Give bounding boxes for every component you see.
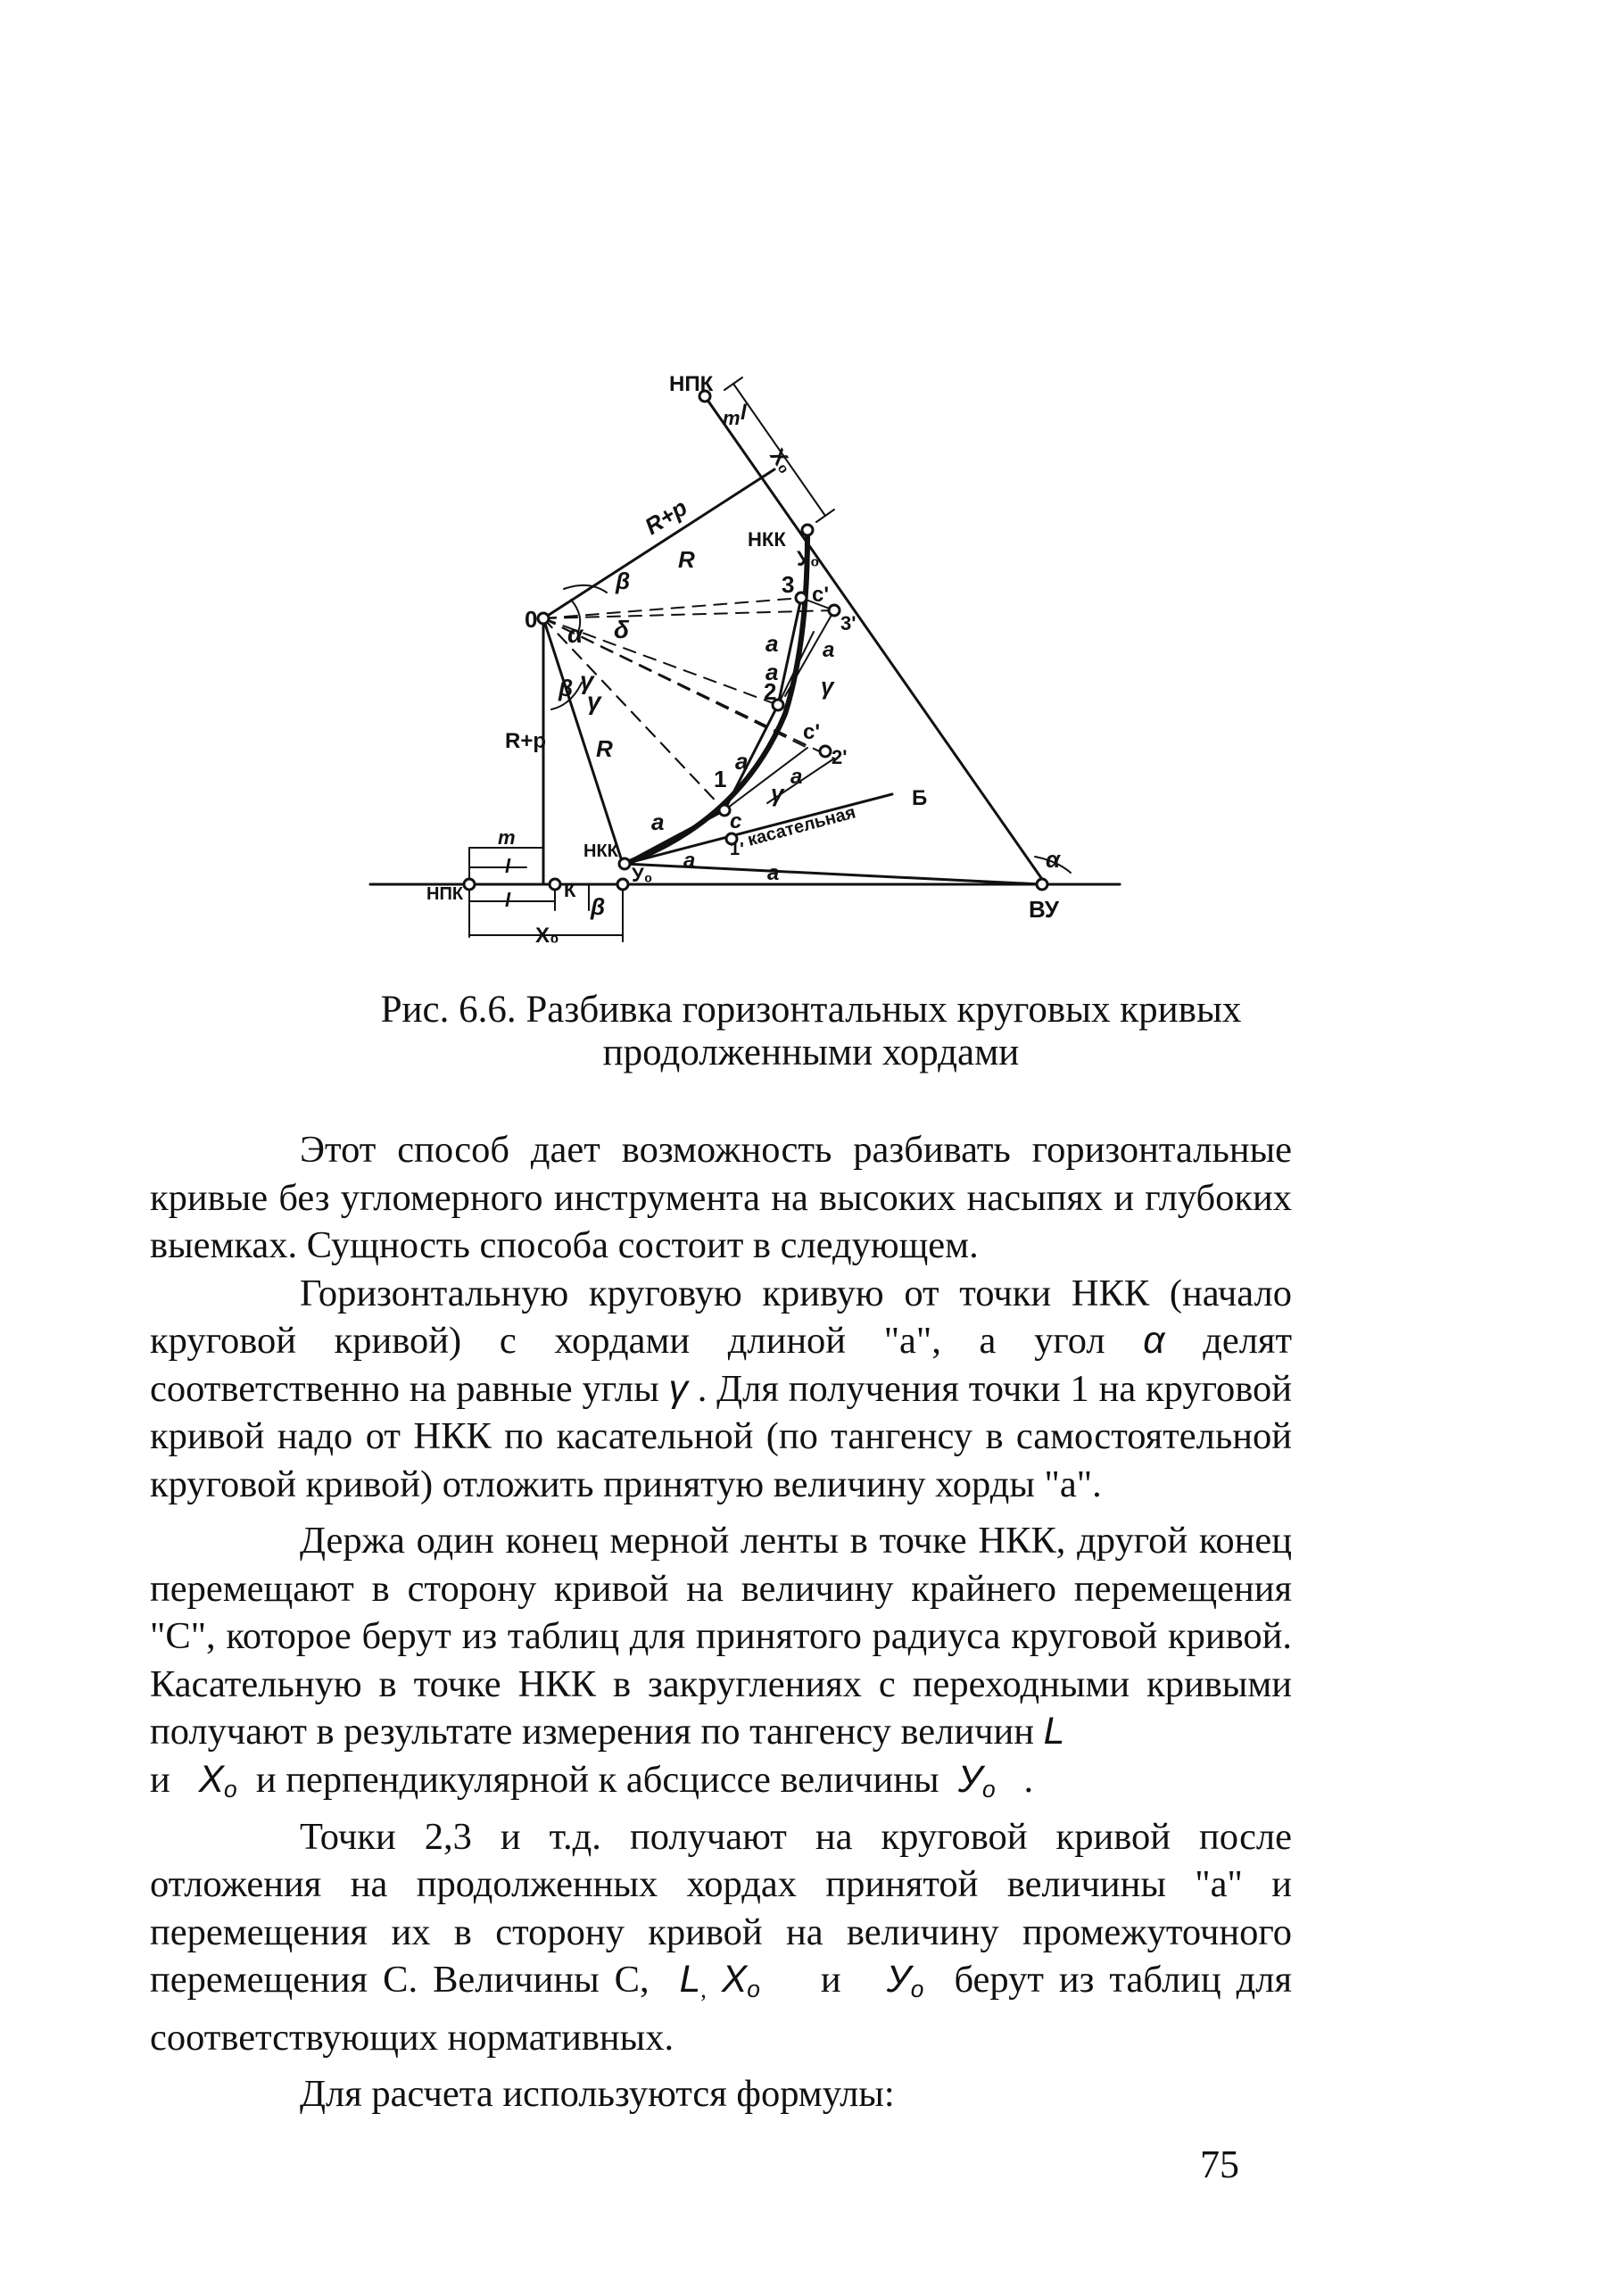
point-y0 (617, 879, 628, 890)
point-nkk-top (802, 525, 813, 535)
label-r-plus-p-left: R+p (505, 729, 547, 753)
point-3 (796, 593, 807, 603)
label-c-1: с (730, 809, 742, 833)
label-pt2: 2 (764, 678, 777, 705)
label-x0-top: Х₀ (765, 443, 799, 478)
label-r-left: R (596, 735, 613, 762)
label-o: 0 (525, 606, 538, 633)
label-gamma-3: γ (821, 673, 834, 700)
radius-top (543, 469, 774, 618)
ext-2 (778, 632, 814, 705)
point-3-prime (829, 605, 840, 616)
paragraph-4: Точки 2,3 и т.д. получают на круговой кривой после отложения на продолженных хордах принятой величины "а" и перемещения их в сторону кривой на величину промежуточного перемещения С. Величины С, $L_,$ $Х_o$ и $У_o$ берут из таблиц для соответствующих нормативных. (150, 1815, 1293, 2059)
label-vu: ВУ (1029, 896, 1059, 923)
label-pt3: 3 (782, 571, 795, 598)
paragraph-3: Держа один конец мерной ленты в точке НКК, другой конец перемещают в сторону кривой на величину крайнего перемещения "С", которое берут из таблиц для принятого радиуса круговой кривой. Касательную в точке НКК в закруглениях с переходными кривыми получают в результате измерения по тангенсу величин L и $Х_o$ и перпендикулярной к абсциссе величины $У_o$ . (150, 1520, 1292, 1803)
label-k: К (564, 879, 576, 901)
tangent-top (705, 396, 1046, 884)
label-y0-top: У₀ (797, 547, 820, 571)
label-x0-bottom: Х₀ (535, 924, 559, 948)
label-pt1: 1 (714, 766, 727, 792)
label-a-1b: а (790, 765, 803, 789)
label-r-plus-p-top: R+p (640, 493, 692, 541)
label-m-top: m (723, 407, 741, 429)
paragraph-5: Для расчета используются формулы: (300, 2073, 895, 2116)
gamma-symbol: γ (668, 1367, 688, 1410)
label-m-bottom: m (498, 826, 516, 849)
figure-6-6-diagram (0, 0, 1622, 964)
label-a-chord: а (651, 808, 665, 835)
paragraph-2: Горизонтальную круговую кривую от точки НКК (начало круговой кривой) с хордами длиной "а", а угол α делят соответственно на равные углы γ . Для получения точки 1 на круговой кривой надо от НКК по касательной (по тангенсу в самостоятельной круговой кривой) отложить принятую величину хорды "а". (150, 1272, 1293, 1505)
point-2-prime (820, 746, 831, 757)
caption-line-2: продолженными хордами (602, 1032, 1020, 1073)
label-delta-o: δ (614, 616, 630, 643)
label-a-2: а (765, 659, 779, 685)
label-beta-bottom: β (591, 893, 606, 920)
y0-symbol: $У_o$ (957, 1758, 996, 1803)
caption-line-1: Рис. 6.6. Разбивка горизонтальных круговых кривых (380, 989, 1242, 1031)
label-c-prime-3: с' (812, 583, 830, 607)
label-beta-left: β (559, 675, 574, 701)
label-gamma-o2: γ (587, 687, 601, 715)
label-gamma-o: γ (580, 667, 594, 694)
label-l-top: l (741, 401, 747, 425)
x0-symbol: $Х_o$ (198, 1758, 237, 1803)
point-1 (719, 805, 730, 816)
label-a-1: а (735, 748, 749, 775)
body-text (150, 1126, 1292, 2118)
label-l-bottom-2: l (505, 889, 511, 911)
l-symbol: L (1043, 1711, 1065, 1753)
chord-2 (724, 705, 778, 810)
figure-caption (178, 989, 1444, 1074)
chord-1 (625, 810, 724, 864)
point-o (538, 613, 549, 624)
label-gamma-1: γ (771, 780, 784, 807)
label-alpha-o: α (567, 620, 583, 648)
label-beta-top: β (616, 568, 631, 594)
label-nkk-bottom: НКК (583, 841, 618, 861)
label-pt3-prime: 3' (840, 612, 857, 634)
label-pt2-prime: 2' (832, 746, 848, 768)
label-a-chord2: а (683, 849, 696, 873)
label-pt1-prime: 1' (730, 840, 744, 859)
label-npk-bottom: НПК (426, 884, 464, 904)
point-npk-bottom (464, 879, 475, 890)
label-r-top: R (678, 546, 695, 573)
label-nkk-top: НКК (748, 528, 786, 551)
label-a-3: а (765, 630, 779, 657)
label-alpha-vu: α (1046, 846, 1061, 873)
label-b: Б (912, 786, 928, 810)
label-c-prime-2: с' (803, 720, 821, 744)
label-tangent: касательная (745, 802, 858, 850)
label-y0-bottom: У₀ (632, 864, 653, 886)
label-l-bottom-1: l (505, 855, 511, 877)
point-nkk-bottom (619, 858, 630, 869)
label-a-3p: а (823, 638, 835, 662)
point-k (550, 879, 560, 890)
alpha-symbol: α (1143, 1320, 1165, 1362)
point-vu (1037, 879, 1047, 890)
page-number: 75 (1200, 2143, 1239, 2186)
paragraph-1: Этот способ дает возможность разбивать горизонтальные кривые без угломерного инструмента на высоких насыпях и глубоких выемках. Сущность способа состоит в следующем. (150, 1129, 1292, 1266)
label-a-tan: а (767, 861, 780, 885)
label-npk-top: НПК (669, 372, 714, 396)
